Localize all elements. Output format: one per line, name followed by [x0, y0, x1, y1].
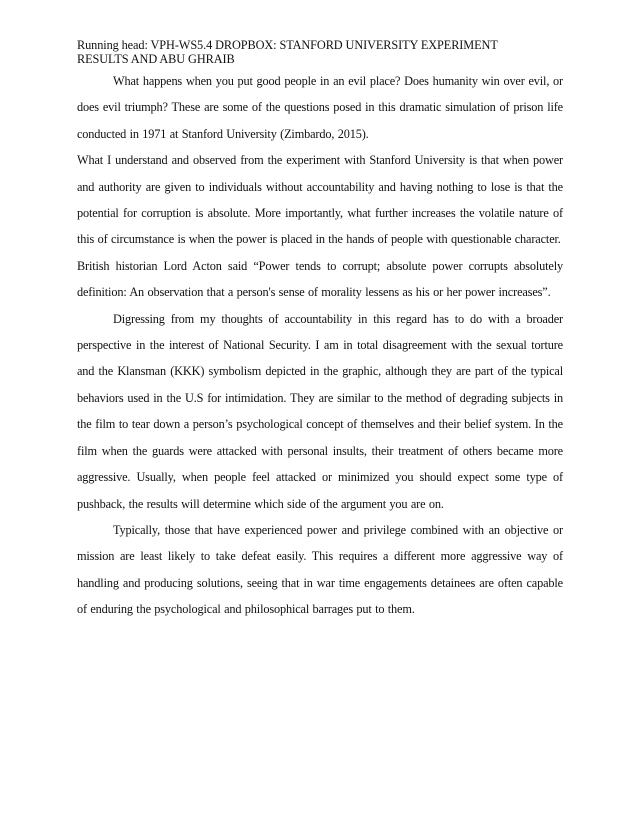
paragraph-acton-quote: British historian Lord Acton said “Power tends to corrupt; absolute power corrupts absolutely definition: An observation that a person's sense of morality lessens as his or her power increases”.	[77, 258, 563, 300]
running-head: Running head: VPH-WS5.4 DROPBOX: STANFORD UNIVERSITY EXPERIMENT RESULTS AND ABU GHRAIB	[77, 38, 498, 66]
paragraph-power-privilege: Typically, those that have experienced power and privilege combined with an objective or mission are least likely to take defeat easily. This requires a different more aggressive way of handling and producing solutions, seeing that in war time engagements detainees are often capable of enduring the psychological and philosophical barrages put to them.	[77, 522, 563, 617]
paragraph-observation: What I understand and observed from the experiment with Stanford University is that when power and authority are given to individuals without accountability and having nothing to lose is that the potential for corruption is absolute. More importantly, what further increases the volatile nature of this of circumstance is when the power is placed in the hands of people with questionable character.	[77, 153, 563, 247]
document-body	[77, 68, 563, 623]
paragraph-intro: What happens when you put good people in an evil place? Does humanity win over evil, or does evil triumph? These are some of the questions posed in this dramatic simulation of prison life conducted in 1971 at Stanford University (Zimbardo, 2015).	[77, 74, 563, 141]
paragraph-national-security: Digressing from my thoughts of accountability in this regard has to do with a broader perspective in the interest of National Security. I am in total disagreement with the sexual torture and the Klansman (KKK) symbolism depicted in the graphic, although they are part of the typical behaviors used in the U.S for intimidation. They are similar to the method of degrading subjects in the film to tear down a person’s psychological concept of themselves and their belief system. In the film when the guards were attacked with personal insults, their treatment of others became more aggressive. Usually, when people feel attacked or minimized you should expect some type of pushback, the results will determine which side of the argument you are on.	[77, 311, 563, 511]
